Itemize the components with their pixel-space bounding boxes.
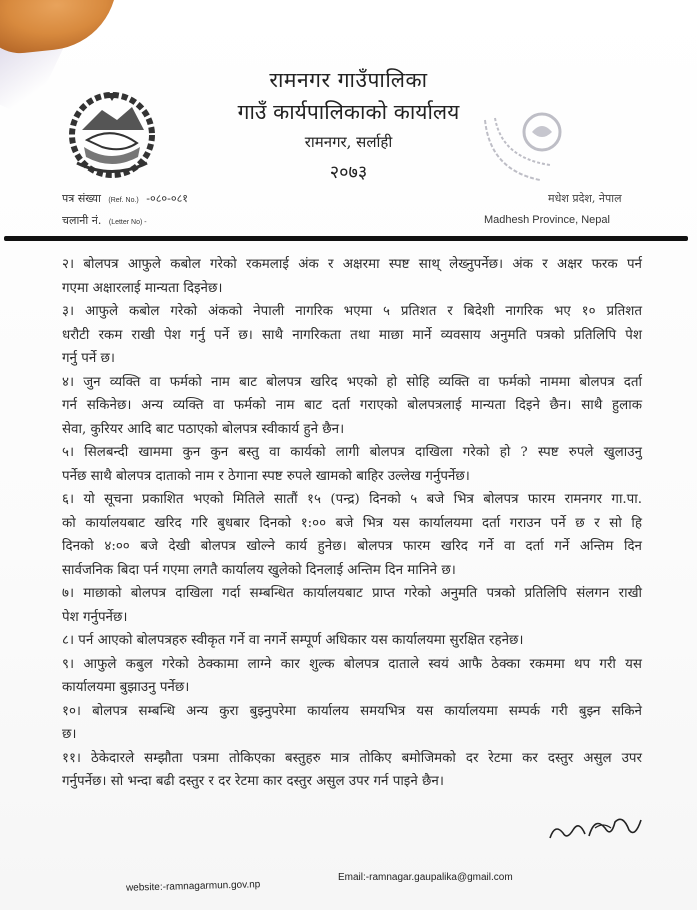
province-english: Madhesh Province, Nepal (484, 214, 610, 226)
notice-line: गएमा अक्षारलाई मान्यता दिइनेछ। (62, 280, 223, 296)
org-name: रामनगर गाउँपालिका (269, 68, 428, 92)
email-text: Email:-ramnagar.gaupalika@gmail.com (338, 872, 513, 883)
notice-line: २। बोलपत्र आफुले कबोल गरेको रकमलाई अंक र अक्षरमा स्पष्ट साथ् लेख्नुपर्नेछ। अंक र अक्षर फरक पर्न (62, 257, 642, 272)
notice-line: ४। जुन व्यक्ति वा फर्मको नाम बाट बोलपत्र खरिद भएको हो सोहि व्यक्ति वा फर्मको नाममा बोलपत्र दर्ता (62, 374, 642, 390)
notice-line: गर्नुपर्नेछ। सो भन्दा बढी दस्तुर र दर रेटमा कार दस्तुर असुल उपर गर्न पाइने छैन। (62, 774, 444, 789)
notice-line: ११। ठेकेदारले सम्झौता पत्रमा तोकिएका बस्तुहरु मात्र तोकिए बमोजिमको दर रेटमा कर दस्तुर असुल उपर (62, 750, 642, 766)
established-year: २०७३ (329, 162, 368, 183)
notice-body (62, 253, 642, 794)
thumb-photo-artifact (0, 0, 124, 57)
notice-line: गर्न सकिनेछ। अन्य व्यक्ति वा फर्मको नाम बाट दर्ता गराएको बोलपत्रलाई मान्यता दिइने छैन। साथै हुलाक (62, 398, 642, 413)
notice-line: पेश गर्नुपर्नेछ। (62, 609, 128, 625)
notice-line: छ। (62, 727, 77, 742)
ref-label: पत्र संख्या (62, 192, 101, 205)
notice-line: सेवा, कुरियर आदि बाट पठाएको बोलपत्र स्वीकार्य हुने छैन। (62, 421, 345, 437)
office-name: गाउँ कार्यपालिकाको कार्यालय (237, 100, 460, 124)
ref-number-row (62, 191, 188, 206)
notice-line: दिनको ४:०० बजे देखी बोलपत्र खोल्ने कार्य हुनेछ। बोलपत्र फारम खरिद गर्ने वा दर्ता गर्ने अन्तिम दिन (62, 539, 642, 554)
notice-line: ९। आफुले कबुल गरेको ठेक्कामा लाग्ने कार शुल्क बोलपत्र दाताले स्वयं आफै ठेक्का रकममा थप गरी यस (62, 656, 642, 672)
notice-line: को कार्यालयबाट खरिद गरि बुधबार दिनको १:०० बजे भित्र यस कार्यालयमा दर्ता गराउन पर्ने छ र सो हि (62, 515, 642, 531)
letter-number-row (62, 213, 151, 228)
notice-line: पर्नेछ साथै बोलपत्र दाताको नाम र ठेगाना स्पष्ट रुपले खामको बाहिर उल्लेख गर्नुपर्नेछ। (62, 468, 470, 484)
notice-line: ६। यो सूचना प्रकाशित भएको मितिले सातौं १५ (पन्द्र) दिनको ५ बजे भित्र बोलपत्र फारम रामनगर गा.पा. (62, 492, 642, 507)
header-divider (4, 236, 688, 241)
signature-icon (545, 808, 655, 848)
province-nepali: मधेश प्रदेश, नेपाल (548, 192, 622, 205)
notice-line: १०। बोलपत्र सम्बन्धि अन्य कुरा बुझ्नुपरेमा कार्यालय समयभित्र यस कार्यालयमा सम्पर्क गरी बुझ्न सकिने (62, 703, 642, 719)
notice-line: कार्यालयमा बुझाउनु पर्नेछ। (62, 680, 190, 695)
notice-line: ३। आफुले कबोल गरेको अंकको नेपाली नागरिक भएमा ५ प्रतिशत र बिदेशी नागरिक भए १० प्रतिशत (62, 304, 642, 319)
ref-value: -०८०-०८१ (146, 192, 189, 205)
ref-label-en: (Ref. No.) (108, 197, 139, 204)
website-text: website:-ramnagarmun.gov.np (125, 879, 261, 894)
notice-line: ५। सिलबन्दी खाममा कुन कुन बस्तु वा कार्यको लागी बोलपत्र दाखिला गरेको हो ? स्पष्ट रुपले खुलाउनु (62, 445, 642, 460)
office-seal-stamp-icon (480, 110, 590, 190)
office-location: रामनगर, सर्लाही (304, 133, 393, 151)
letter-label-en: (Letter No) - (108, 219, 147, 226)
notice-line: ७। माछाको बोलपत्र दाखिला गर्दा सम्बन्धित कार्यालयबाट प्राप्त गरेको अनुमति पत्रको प्रतिलिपि संलगन राखी (62, 586, 642, 601)
notice-line: गर्नु पर्ने छ। (62, 351, 115, 366)
letter-label: चलानी नं. (62, 214, 102, 227)
notice-line: ८। पर्न आएको बोलपत्रहरु स्वीकृत गर्ने वा नगर्ने सम्पूर्ण अधिकार यस कार्यालयमा सुरक्षित रहनेछ। (62, 633, 524, 648)
notice-line: धरौटी रकम राखी पेश गर्नु पर्ने छ। साथै नागरिकता तथा माछा मार्ने व्यवसाय अनुमति पत्रको प्रतिलिपि पेश (62, 327, 642, 343)
notice-line: सार्वजनिक बिदा पर्न गएमा लगतै कार्यालय खुलेको दिनलाई अन्तिम दिन मानिने छ। (62, 562, 456, 578)
